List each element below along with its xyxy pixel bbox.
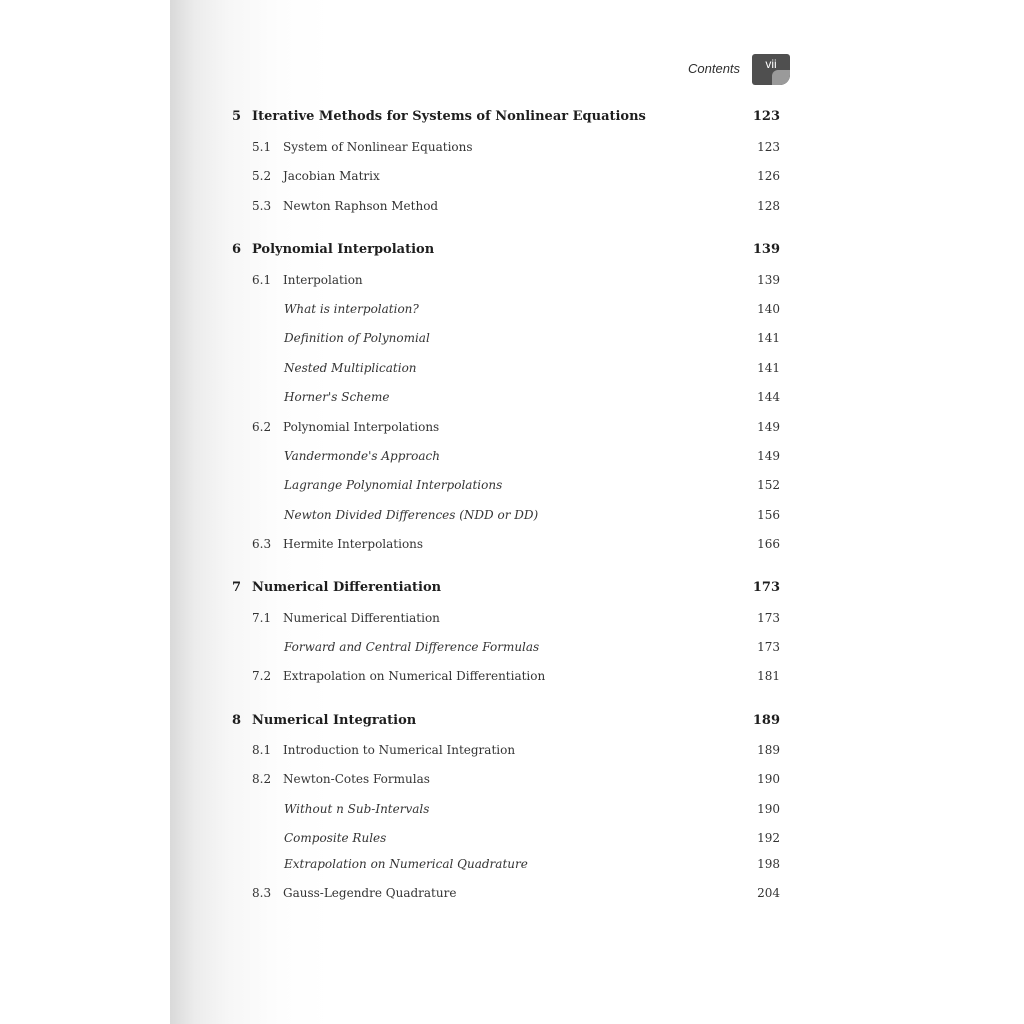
page-number-tab (752, 54, 790, 85)
toc-section-entry[interactable] (0, 196, 1024, 216)
page-number: vii (765, 57, 777, 71)
subsection-title: Lagrange Polynomial Interpolations (284, 478, 503, 492)
section-title: Polynomial Interpolations (283, 420, 440, 434)
page-ref: 141 (757, 361, 780, 375)
section-number: 5.3 (252, 199, 272, 213)
toc-chapter-entry[interactable] (0, 107, 1024, 127)
subsection-title: Nested Multiplication (284, 361, 417, 375)
toc-section-entry[interactable] (0, 166, 1024, 186)
toc-chapter-entry[interactable] (0, 711, 1024, 731)
section-number: 7.2 (252, 669, 272, 683)
chapter-title: Numerical Differentiation (252, 580, 442, 595)
toc-subsection-entry[interactable] (0, 854, 1024, 874)
toc-section-entry[interactable] (0, 137, 1024, 157)
page-ref: 190 (757, 772, 780, 786)
toc-subsection-entry[interactable] (0, 387, 1024, 407)
page-ref: 156 (757, 508, 780, 522)
page-ref: 173 (752, 580, 780, 595)
toc-section-entry[interactable] (0, 769, 1024, 789)
page-ref: 189 (752, 713, 780, 728)
toc-subsection-entry[interactable] (0, 828, 1024, 848)
chapter-number: 6 (232, 242, 242, 257)
subsection-title: Definition of Polynomial (284, 331, 430, 345)
toc-subsection-entry[interactable] (0, 299, 1024, 319)
section-title: Hermite Interpolations (283, 537, 424, 551)
toc-section-entry[interactable] (0, 666, 1024, 686)
chapter-title: Iterative Methods for Systems of Nonlinear Equations (252, 109, 646, 124)
chapter-number: 8 (232, 713, 242, 728)
page-ref: 190 (757, 802, 780, 816)
toc-section-entry[interactable] (0, 417, 1024, 437)
page-ref: 189 (757, 743, 780, 757)
subsection-title: Composite Rules (284, 831, 387, 845)
page-ref: 128 (757, 199, 780, 213)
toc-chapter-entry[interactable] (0, 240, 1024, 260)
page-ref: 204 (757, 886, 780, 900)
toc-subsection-entry[interactable] (0, 358, 1024, 378)
section-title: Introduction to Numerical Integration (283, 743, 516, 757)
section-number: 5.2 (252, 169, 272, 183)
section-title: Newton Raphson Method (283, 199, 439, 213)
section-number: 6.1 (252, 273, 272, 287)
toc-subsection-entry[interactable] (0, 505, 1024, 525)
page-ref: 152 (757, 478, 780, 492)
section-number: 5.1 (252, 140, 272, 154)
section-number: 8.3 (252, 886, 272, 900)
section-title: Gauss-Legendre Quadrature (283, 886, 457, 900)
toc-section-entry[interactable] (0, 608, 1024, 628)
page-ref: 181 (757, 669, 780, 683)
section-title: Newton-Cotes Formulas (283, 772, 430, 786)
section-number: 6.2 (252, 420, 272, 434)
chapter-title: Polynomial Interpolation (252, 242, 435, 257)
subsection-title: Horner's Scheme (284, 390, 390, 404)
section-title: Extrapolation on Numerical Differentiation (283, 669, 546, 683)
toc-section-entry[interactable] (0, 883, 1024, 903)
page-ref: 140 (757, 302, 780, 316)
toc-section-entry[interactable] (0, 270, 1024, 290)
running-title: Contents (688, 61, 741, 76)
section-title: Jacobian Matrix (283, 169, 380, 183)
subsection-title: Extrapolation on Numerical Quadrature (284, 857, 528, 871)
page-ref: 123 (752, 109, 780, 124)
toc-subsection-entry[interactable] (0, 799, 1024, 819)
page-ref: 144 (757, 390, 780, 404)
toc-subsection-entry[interactable] (0, 446, 1024, 466)
section-title: Numerical Differentiation (283, 611, 440, 625)
page-ref: 141 (757, 331, 780, 345)
toc-chapter-entry[interactable] (0, 578, 1024, 598)
page-ref: 198 (757, 857, 780, 871)
section-title: Interpolation (283, 273, 363, 287)
section-number: 8.2 (252, 772, 272, 786)
toc-section-entry[interactable] (0, 740, 1024, 760)
toc-subsection-entry[interactable] (0, 328, 1024, 348)
subsection-title: Vandermonde's Approach (284, 449, 440, 463)
page-ref: 173 (757, 640, 780, 654)
subsection-title: Forward and Central Difference Formulas (284, 640, 540, 654)
subsection-title: Without n Sub-Intervals (284, 802, 430, 816)
chapter-number: 7 (232, 580, 242, 595)
section-title: System of Nonlinear Equations (283, 140, 473, 154)
toc-subsection-entry[interactable] (0, 637, 1024, 657)
page-ref: 139 (757, 273, 780, 287)
subsection-title: What is interpolation? (284, 302, 419, 316)
page-ref: 192 (757, 831, 780, 845)
section-number: 7.1 (252, 611, 272, 625)
page-ref: 123 (757, 140, 780, 154)
section-number: 6.3 (252, 537, 272, 551)
toc-subsection-entry[interactable] (0, 475, 1024, 495)
page-ref: 139 (752, 242, 780, 257)
page-ref: 149 (757, 420, 780, 434)
section-number: 8.1 (252, 743, 272, 757)
toc-section-entry[interactable] (0, 534, 1024, 554)
page-ref: 166 (757, 537, 780, 551)
page-ref: 126 (757, 169, 780, 183)
page-ref: 173 (757, 611, 780, 625)
page-ref: 149 (757, 449, 780, 463)
chapter-title: Numerical Integration (252, 713, 417, 728)
subsection-title: Newton Divided Differences (NDD or DD) (284, 508, 539, 522)
chapter-number: 5 (232, 109, 242, 124)
